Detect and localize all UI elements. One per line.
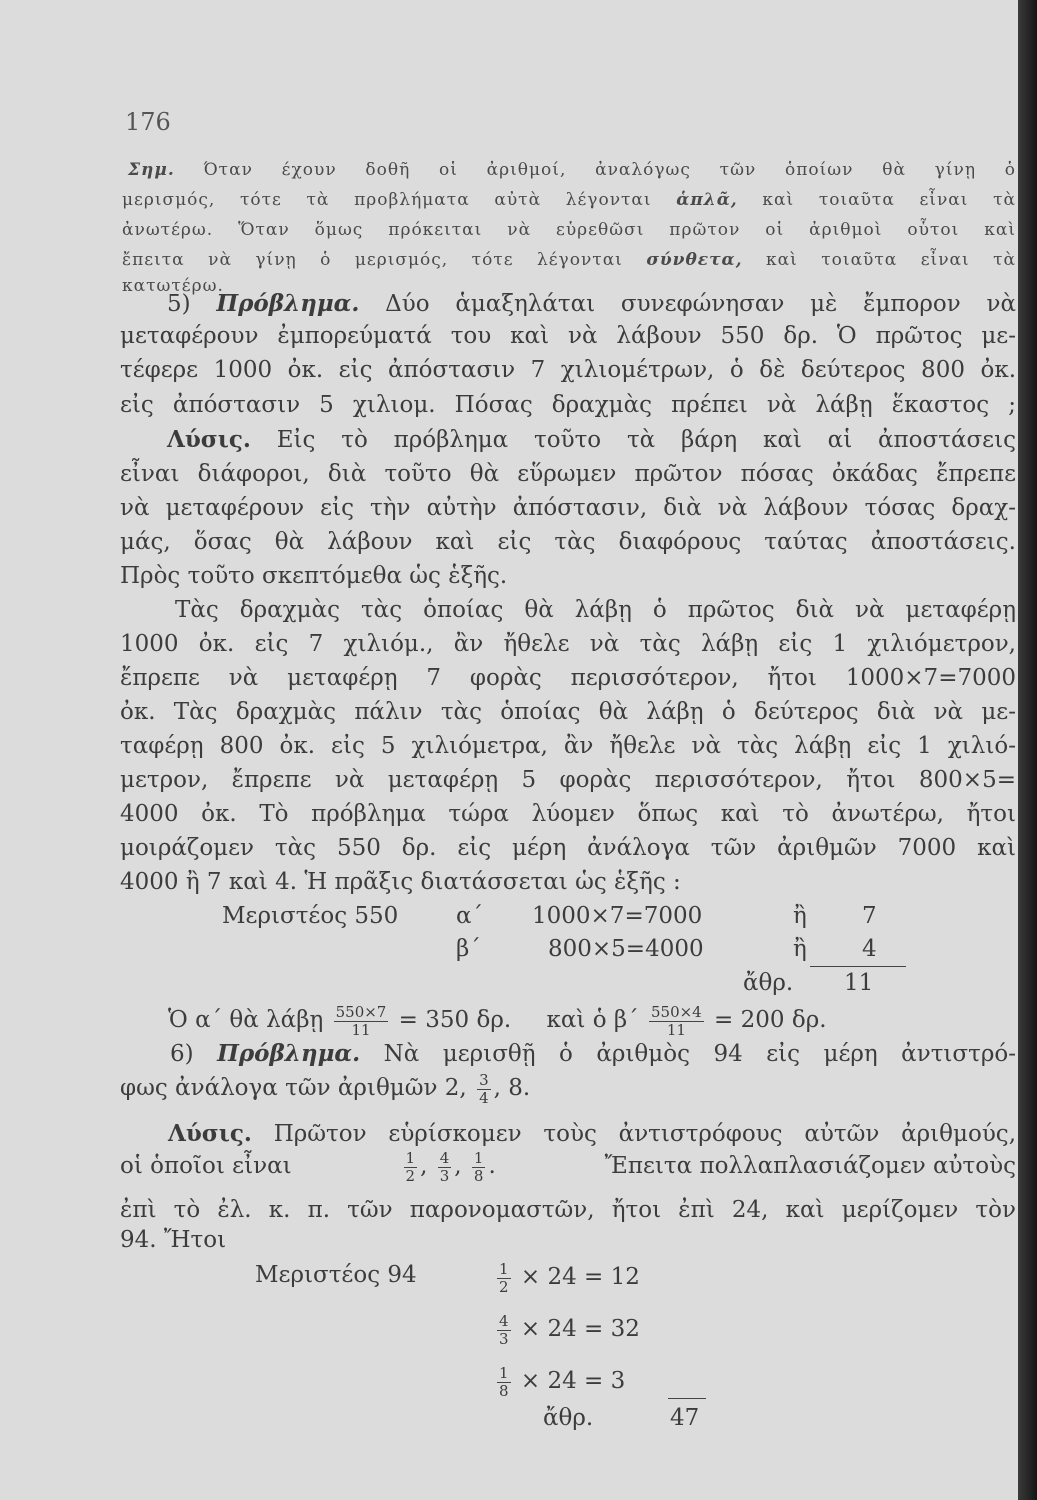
table-1-sum-label: ἄθρ. [743,970,794,996]
problem-number: 5) [167,291,191,317]
fraction-numerator: 4 [439,1148,450,1167]
table-2-expression: × 24 = 12 [520,1264,640,1290]
fraction-denominator: 8 [499,1381,509,1400]
table-1-value: 4 [862,936,877,962]
fraction-numerator: 1 [499,1363,509,1382]
table-1-row-label: α΄ [456,903,484,929]
result-text: Ὁ α΄ θὰ λάβῃ [168,1007,324,1033]
table-1-value: 7 [862,903,877,929]
table-1-or: ἢ [793,903,807,929]
table-2-sum-value: 47 [670,1405,700,1431]
problem-5-line: τέφερε 1000 ὀκ. εἰς ἀπόστασιν 7 χιλιομέτρων, ὁ δὲ δεύτερος 800 ὀκ. [120,357,1016,383]
table-2-row [494,1304,640,1354]
solution-6-line: ἐπὶ τὸ ἐλ. κ. π. τῶν παρονομαστῶν, ἤτοι ἐπὶ 24, καὶ μερίζομεν τὸν [120,1197,1016,1223]
problem-text: Δύο ἁμαξηλάται συνεφώνησαν μὲ ἔμπορον νὰ [385,291,1016,317]
fraction [334,1004,389,1039]
solution-5-line: μάς, ὅσας θὰ λάβουν καὶ εἰς τὰς διαφόρους ταύτας ἀποστάσεις. [120,529,1016,555]
problem-6-line [120,1062,530,1114]
note-emphasis: ἁπλᾶ, [676,190,738,210]
note-line [122,250,1016,270]
fraction-numerator: 3 [479,1070,489,1089]
fraction-list: $\frac{1}{2}$ , $\frac{4}{3}$ , $\frac{1}{8}$ . [405,1148,496,1185]
table-2-row [494,1356,625,1406]
note-text: μερισμός, τότε τὰ προβλήματα αὐτὰ λέγονται [122,190,652,210]
note-text: Όταν έχουν δοθῆ οἱ ἀριθμοί, ἀναλόγως τῶν ὁποίων θὰ γίνῃ ὁ [203,160,1016,180]
note-text: ἔπειτα νὰ γίνῃ ὁ μερισμός, τότε λέγονται [122,250,623,270]
fraction [497,1261,511,1296]
table-2-row [494,1252,640,1302]
problem-text: , 8. [493,1075,531,1101]
table-1-calc: 800×5=4000 [548,936,704,962]
solution-5-line: 4000 ἢ 7 καὶ 4. Ἡ πρᾶξις διατάσσεται ὡς ἑξῆς : [120,869,681,895]
result-text: καὶ ὁ β΄ [546,1007,639,1033]
problem-5-line: εἰς ἀπόστασιν 5 χιλιομ. Πόσας δραχμὰς πρέπει νὰ λάβῃ ἕκαστος ; [120,392,1016,418]
solution-label: Λύσις. [168,1120,252,1147]
solution-5-line: ἔπρεπε νὰ μεταφέρῃ 7 φορὰς περισσότερον, ἤτοι 1000×7=7000 [120,665,1016,691]
fraction [438,1150,452,1185]
problem-text: φως ἀνάλογα τῶν ἀριθμῶν 2, [120,1075,467,1101]
solution-5-line: 4000 ὀκ. Τὸ πρόβλημα τώρα λύομεν ὅπως καὶ τὸ ἀνωτέρω, ἤτοι [120,801,1016,827]
table-1-row-label: β΄ [456,936,481,962]
table-2-sum-label: ἄθρ. [543,1405,594,1431]
fraction-denominator: 2 [499,1277,509,1296]
fraction [497,1313,511,1348]
solution-text: οἱ ὁποῖοι εἶναι [120,1153,292,1179]
note-text: καὶ τοιαῦτα εἶναι τὰ [762,190,1016,210]
problem-number: 6) [170,1041,194,1067]
solution-5-line: μοιράζομεν τὰς 550 δρ. εἰς μέρη ἀνάλογα τῶν ἀριθμῶν 7000 καὶ [120,835,1016,861]
solution-5-line: 1000 ὀκ. εἰς 7 χιλιόμ., ἂν ἤθελε νὰ τὰς λάβῃ εἰς 1 χιλιόμετρον, [120,631,1016,657]
table-2-sum-rule [668,1398,706,1399]
fraction [404,1150,418,1185]
table-1-sum-value: 11 [844,970,874,996]
result-text: = 200 δρ. [714,1007,827,1033]
table-1-calc: 1000×7=7000 [532,903,703,929]
fraction-denominator: 3 [499,1329,509,1348]
solution-5-line: εἶναι διάφοροι, διὰ τοῦτο θὰ εὕρωμεν πρῶτον πόσας ὀκάδας ἔπρεπε [120,461,1016,487]
solution-5-line: ὀκ. Τὰς δραχμὰς πάλιν τὰς ὁποίας θὰ λάβῃ ὁ δεύτερος διὰ νὰ με- [120,699,1016,725]
problem-title: Πρόβλημα. [216,290,360,317]
solution-5-line: ταφέρῃ 800 ὀκ. εἰς 5 χιλιόμετρα, ἂν ἤθελε νὰ τὰς λάβῃ εἰς 1 χιλιό- [120,733,1016,759]
fraction-denominator: 8 [473,1166,484,1185]
fraction [497,1365,511,1400]
solution-5-line: μετρον, ἔπρεπε νὰ μεταφέρῃ 5 φορὰς περισσότερον, ἤτοι 800×5= [120,767,1016,793]
solution-5-line: Τὰς δραχμὰς τὰς ὁποίας θὰ λάβῃ ὁ πρῶτος διὰ νὰ μεταφέρῃ [175,597,1016,623]
fraction-numerator: 1 [405,1148,416,1167]
table-1-sum-rule [810,966,906,967]
problem-text: Νὰ μερισθῇ ὁ ἀριθμὸς 94 εἰς μέρη ἀντιστρό- [383,1041,1017,1067]
page-edge-shadow [1018,0,1037,1500]
solution-6-line: 94. Ἤτοι [120,1227,227,1253]
fraction-numerator: 550×4 [650,1002,702,1021]
table-2-expression: × 24 = 3 [520,1368,626,1394]
solution-5-heading [167,426,1016,453]
fraction [472,1150,486,1185]
table-1-or: ἢ [793,936,807,962]
fraction-denominator: 11 [649,1021,704,1039]
problem-5-line: μεταφέρουν ἐμπορεύματά του καὶ νὰ λάβουν 550 δρ. Ὁ πρῶτος με- [120,323,1016,349]
note-emphasis: σύνθετα, [646,250,743,270]
fraction [477,1072,491,1107]
solution-text: Ἔπειτα πολλαπλασιάζομεν αὐτοὺς [604,1153,1016,1179]
note-label: Σημ. [128,160,175,180]
table-1-dividend: Μεριστέος 550 [222,903,399,929]
fraction-numerator: 1 [473,1148,484,1167]
solution-text: Εἰς τὸ πρόβλημα τοῦτο τὰ βάρη καὶ αἱ ἀποστάσεις [276,427,1016,453]
solution-6-line [120,1140,1016,1192]
table-2-dividend: Μεριστέος 94 [255,1262,417,1288]
problem-5-heading [167,290,1016,317]
fraction-denominator: 11 [334,1021,389,1039]
solution-label: Λύσις. [167,426,251,453]
note-line: κατωτέρω. [122,276,224,296]
fraction-denominator: 4 [479,1088,489,1107]
fraction-numerator: 550×7 [335,1002,387,1021]
note-line: ἀνωτέρω. Ὅταν ὅμως πρόκειται νὰ εὑρεθῶσι πρῶτον οἱ ἀριθμοὶ οὗτοι καὶ [122,220,1016,240]
problem-title: Πρόβλημα. [217,1040,361,1067]
fraction-numerator: 4 [499,1311,509,1330]
note-line [128,160,1016,180]
note-text: καὶ τοιαῦτα εἶναι τὰ [766,250,1017,270]
page-number: 176 [125,108,171,136]
fraction-denominator: 2 [405,1166,416,1185]
fraction [649,1004,704,1039]
note-line [122,190,1016,210]
solution-text: Πρῶτον εὑρίσκομεν τοὺς ἀντιστρόφους αὐτῶν ἀριθμούς, [273,1121,1017,1147]
table-2-expression: × 24 = 32 [520,1316,640,1342]
fraction-denominator: 3 [439,1166,450,1185]
solution-5-line: νὰ μεταφέρουν εἰς τὴν αὐτὴν ἀπόστασιν, διὰ νὰ λάβουν τόσας δραχ- [120,495,1016,521]
result-text: = 350 δρ. [398,1007,512,1033]
fraction-numerator: 1 [499,1259,509,1278]
solution-5-line: Πρὸς τοῦτο σκεπτόμεθα ὡς ἑξῆς. [120,563,508,589]
